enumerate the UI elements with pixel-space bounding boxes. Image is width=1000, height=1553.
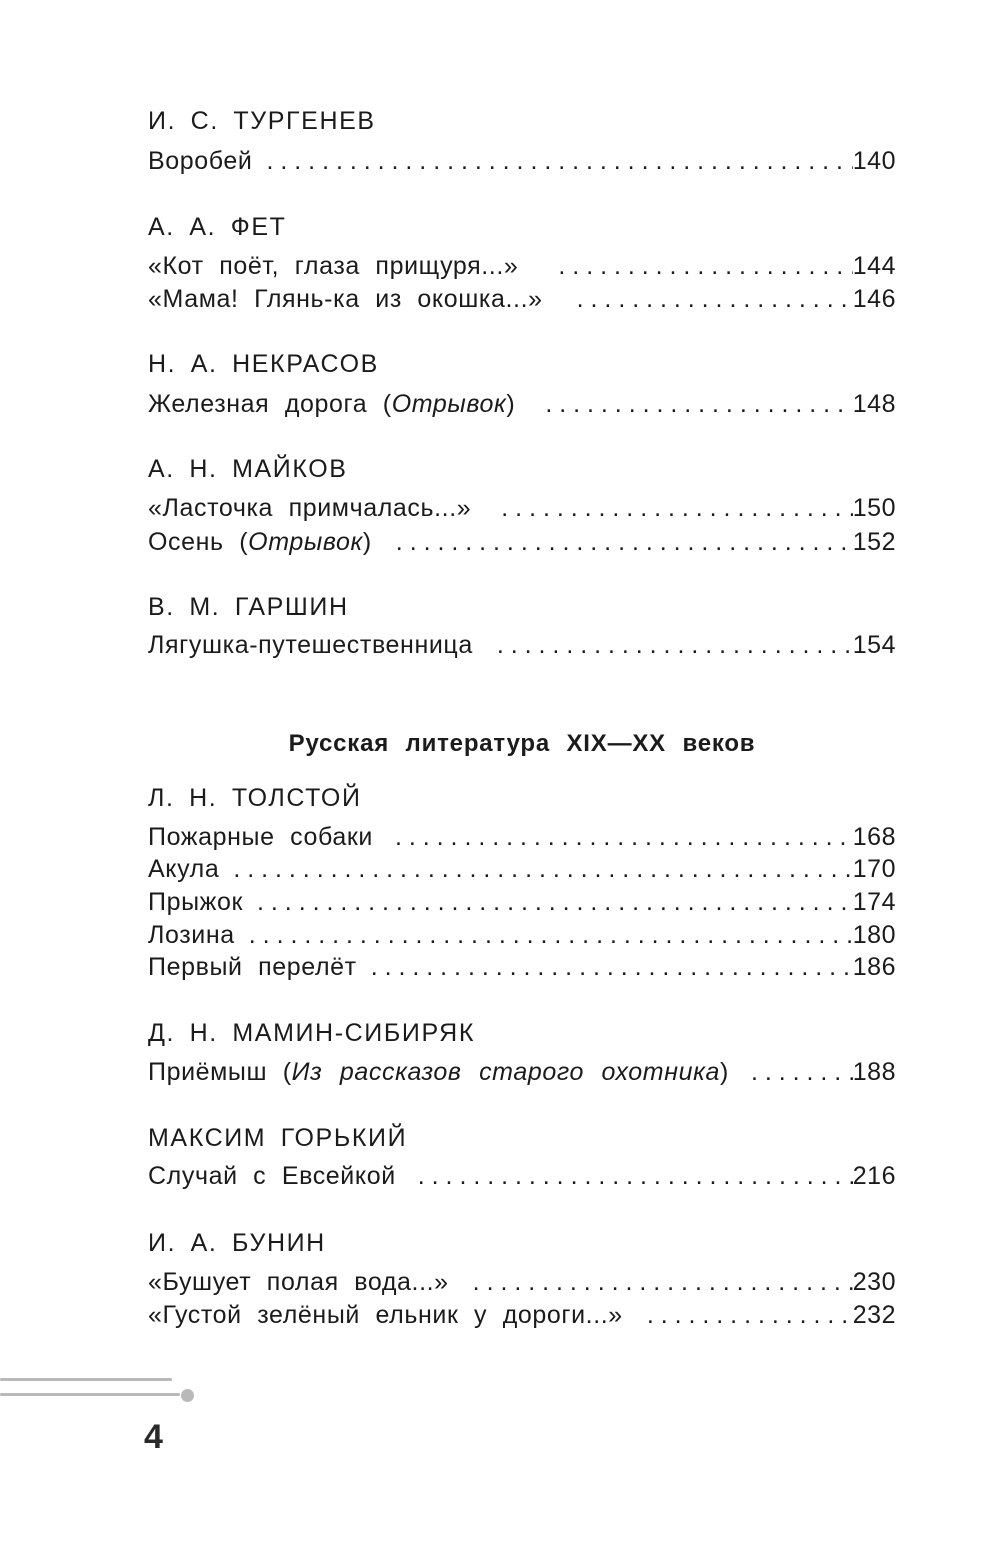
entry-title: «Кот поёт, глаза прищуря...» [148, 252, 519, 280]
dot-leader [249, 920, 853, 950]
dot-leader [371, 952, 853, 982]
entry-page-number: 168 [852, 823, 896, 851]
toc-entry[interactable] [148, 854, 896, 884]
toc-entry[interactable] [148, 1057, 896, 1087]
entry-title: «Бушует полая вода...» [148, 1268, 449, 1296]
author-heading: Д. Н. МАМИН-СИБИРЯК [148, 1019, 475, 1047]
toc-entry[interactable] [148, 1161, 896, 1191]
entry-page-number: 144 [852, 252, 896, 280]
author-heading: И. С. ТУРГЕНЕВ [148, 107, 376, 135]
dot-leader [473, 1267, 853, 1297]
dot-leader [257, 887, 853, 917]
author-heading: МАКСИМ ГОРЬКИЙ [148, 1124, 408, 1152]
entry-page-number: 150 [852, 494, 896, 522]
toc-entry[interactable] [148, 1267, 896, 1297]
author-heading: И. А. БУНИН [148, 1229, 326, 1257]
toc-entry[interactable] [148, 920, 896, 950]
entry-title-italic: Отрывок [248, 528, 363, 556]
entry-page-number: 148 [852, 390, 896, 418]
entry-title: «Мама! Глянь-ка из окошка...» [148, 285, 543, 313]
dot-leader [501, 493, 853, 523]
entry-title: Приёмыш (Из рассказов старого охотника) [148, 1058, 729, 1086]
toc-entry[interactable] [148, 389, 896, 419]
entry-title: Воробей [148, 147, 253, 175]
entry-title: Лягушка-путешественница [148, 631, 473, 659]
entry-title-italic: Отрывок [391, 390, 507, 418]
author-heading: Н. А. НЕКРАСОВ [148, 350, 379, 378]
toc-entry[interactable] [148, 630, 896, 660]
toc-entry[interactable] [148, 822, 896, 852]
author-heading: А. Н. МАЙКОВ [148, 455, 348, 483]
entry-title: Первый перелёт [148, 953, 357, 981]
dot-leader [233, 854, 852, 884]
author-heading: В. М. ГАРШИН [148, 593, 349, 621]
dot-leader [558, 251, 852, 281]
entry-title: Лозина [148, 921, 235, 949]
section-heading: Русская литература XIX—XX веков [288, 730, 756, 757]
entry-title: «Густой зелёный ельник у дороги...» [148, 1301, 623, 1329]
dot-leader [396, 527, 853, 557]
footer-rule-bottom [0, 1393, 180, 1396]
entry-title: «Ласточка примчалась...» [148, 494, 472, 522]
dot-leader [751, 1057, 853, 1087]
toc-entry[interactable] [148, 284, 896, 314]
page-number: 4 [144, 1418, 163, 1456]
entry-page-number: 146 [852, 285, 896, 313]
author-heading: А. А. ФЕТ [148, 213, 287, 241]
footer-dot [181, 1389, 194, 1402]
entry-page-number: 216 [852, 1162, 896, 1190]
entry-title: Пожарные собаки [148, 823, 373, 851]
entry-page-number: 188 [852, 1058, 896, 1086]
entry-title: Прыжок [148, 888, 244, 916]
entry-page-number: 154 [852, 631, 896, 659]
entry-title: Акула [148, 855, 220, 883]
entry-title: Осень (Отрывок) [148, 528, 372, 556]
footer-rule-top [0, 1378, 172, 1381]
dot-leader [395, 822, 853, 852]
toc-entry[interactable] [148, 1300, 896, 1330]
toc-entry[interactable] [148, 527, 896, 557]
dot-leader [577, 284, 853, 314]
entry-title: Случай с Евсейкой [148, 1162, 396, 1190]
entry-title-italic: Из рассказов старого охотника [291, 1058, 721, 1086]
toc-entry[interactable] [148, 493, 896, 523]
dot-leader [497, 630, 853, 660]
entry-page-number: 152 [852, 528, 896, 556]
author-heading: Л. Н. ТОЛСТОЙ [148, 784, 362, 812]
dot-leader [267, 146, 853, 176]
entry-title: Железная дорога (Отрывок) [148, 390, 516, 418]
dot-leader [418, 1161, 853, 1191]
entry-page-number: 174 [852, 888, 896, 916]
toc-entry[interactable] [148, 952, 896, 982]
entry-page-number: 140 [852, 147, 896, 175]
entry-page-number: 232 [852, 1301, 896, 1329]
toc-entry[interactable] [148, 887, 896, 917]
dot-leader [545, 389, 852, 419]
entry-page-number: 186 [852, 953, 896, 981]
entry-page-number: 230 [852, 1268, 896, 1296]
entry-page-number: 180 [852, 921, 896, 949]
toc-entry[interactable] [148, 146, 896, 176]
toc-entry[interactable] [148, 251, 896, 281]
entry-page-number: 170 [852, 855, 896, 883]
dot-leader [647, 1300, 853, 1330]
